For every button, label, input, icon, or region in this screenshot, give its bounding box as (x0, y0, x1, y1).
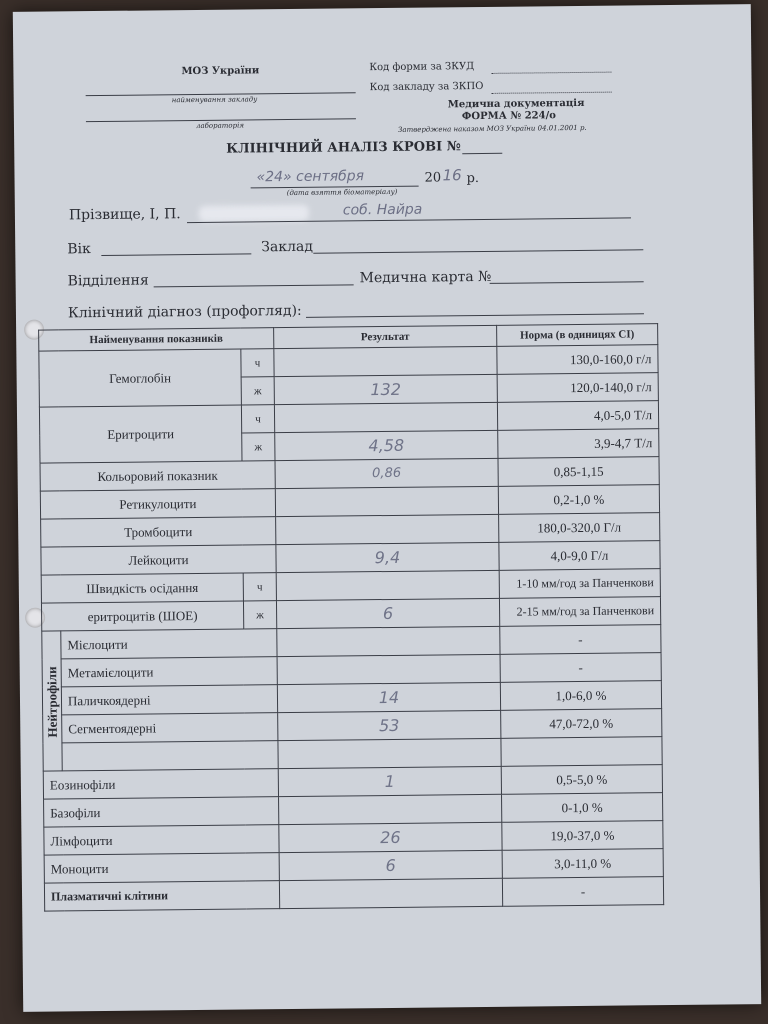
plasma-cells-result (279, 878, 502, 908)
institution-field-line (313, 249, 643, 253)
surname-handwritten: соб. Найра (342, 201, 423, 219)
table-row (44, 877, 663, 911)
erythrocytes-label: Еритроцити (39, 405, 242, 463)
metamyelocytes-label: Метамієлоцити (61, 657, 277, 687)
erythrocytes-norm-m: 4,0-5,0 Т/л (497, 401, 658, 431)
code-zkud-label: Код форми за ЗКУД (369, 61, 475, 74)
band-result: 14 (277, 682, 500, 712)
reticulocytes-result (275, 486, 498, 516)
esr-norm-f: 2-15 мм/год за Панченкови (499, 597, 660, 627)
segmented-result: 53 (278, 710, 501, 740)
lab-caption: лабораторія (195, 121, 245, 130)
lymphocytes-result: 26 (279, 822, 502, 852)
leukocytes-norm: 4,0-9,0 Г/л (499, 541, 660, 571)
ministry-label: МОЗ України (181, 65, 260, 78)
form-sheet (13, 4, 761, 1012)
sex-m: ч (243, 573, 276, 601)
zkpo-line (492, 92, 612, 94)
sex-f: ж (243, 601, 276, 629)
monocytes-label: Моноцити (44, 853, 279, 883)
monocytes-norm: 3,0-11,0 % (502, 849, 663, 879)
col-result-header: Результат (274, 325, 497, 348)
lymphocytes-label: Лімфоцити (44, 825, 279, 855)
hemoglobin-label: Гемоглобін (39, 349, 242, 407)
basophils-label: Базофіли (44, 797, 279, 827)
date-year-prefix: 20 (424, 170, 442, 186)
sex-f: ж (242, 433, 275, 461)
segmented-label: Сегментоядерні (62, 713, 278, 743)
doc-type: Медична документація (447, 97, 585, 111)
date-suffix: р. (466, 171, 480, 187)
color-index-norm: 0,85-1,15 (498, 457, 659, 487)
medical-card-line (490, 281, 644, 284)
erythrocytes-result-m (274, 402, 497, 432)
neutrophils-empty-label (62, 741, 278, 771)
esr-result-f: 6 (276, 598, 499, 628)
esr-label-line2: еритроцитів (ШОЕ) (41, 601, 243, 631)
diagnosis-label: Клінічний діагноз (профогляд): (67, 302, 302, 322)
leukocytes-label: Лейкоцити (41, 545, 276, 575)
color-index-result: 0,86 (275, 458, 498, 488)
sex-m: ч (241, 405, 274, 433)
institution-caption: найменування закладу (171, 95, 258, 105)
institution-label: Заклад (261, 238, 314, 256)
segmented-norm: 47,0-72,0 % (501, 709, 662, 739)
myelocytes-norm: - (500, 625, 661, 655)
hemoglobin-norm-f: 120,0-140,0 г/л (497, 373, 658, 403)
hemoglobin-norm-m: 130,0-160,0 г/л (497, 345, 658, 375)
neutrophils-empty-norm (501, 737, 662, 767)
age-line (101, 253, 251, 256)
age-label: Вік (67, 241, 91, 258)
platelets-label: Тромбоцити (41, 517, 276, 547)
esr-norm-m: 1-10 мм/год за Панченкови (499, 569, 660, 599)
date-handwritten: «24» сентября (256, 168, 365, 186)
date-year: 16 (442, 166, 462, 185)
redacted-name (199, 205, 309, 222)
band-label: Паличкоядерні (61, 685, 277, 715)
eosinophils-label: Еозинофіли (43, 769, 278, 799)
basophils-norm: 0-1,0 % (501, 793, 662, 823)
blood-analysis-table (38, 323, 664, 911)
neutrophils-group-label: Нейтрофіли (42, 631, 62, 771)
platelets-result (276, 514, 499, 544)
metamyelocytes-result (277, 654, 500, 684)
lymphocytes-norm: 19,0-37,0 % (502, 821, 663, 851)
plasma-cells-norm: - (502, 877, 663, 907)
neutrophils-empty-result (278, 738, 501, 768)
col-norm-header: Норма (в одиницях СІ) (497, 324, 658, 347)
department-label: Відділення (67, 272, 149, 290)
esr-result-m (276, 570, 499, 600)
form-title: КЛІНІЧНИЙ АНАЛІЗ КРОВІ № (226, 139, 461, 157)
date-caption: (дата взяття біоматеріалу) (286, 187, 398, 198)
approval-note: Затверджена наказом МОЗ України 04.01.2001 р. (397, 123, 587, 134)
reticulocytes-label: Ретикулоцити (40, 489, 275, 519)
color-index-label: Кольоровий показник (40, 461, 275, 491)
surname-label: Прізвище, І, П. (68, 206, 181, 224)
metamyelocytes-norm: - (500, 653, 661, 683)
department-line (154, 284, 354, 287)
esr-label-line1: Швидкість осідання (41, 573, 243, 603)
plasma-cells-label: Плазматичні клітини (44, 881, 279, 911)
zkud-line (491, 72, 611, 74)
diagnosis-line (306, 313, 644, 318)
eosinophils-result: 1 (278, 766, 501, 796)
hemoglobin-result-m (274, 346, 497, 376)
myelocytes-result (277, 626, 500, 656)
medical-card-label: Медична карта № (359, 268, 492, 287)
sex-f: ж (241, 377, 274, 405)
col-name-header: Найменування показників (39, 328, 274, 351)
eosinophils-norm: 0,5-5,0 % (501, 765, 662, 795)
erythrocytes-norm-f: 3,9-4,7 Т/л (498, 429, 659, 459)
reticulocytes-norm: 0,2-1,0 % (498, 485, 659, 515)
form-number: ФОРМА № 224/о (461, 110, 556, 123)
erythrocytes-result-f: 4,58 (275, 430, 498, 460)
basophils-result (278, 794, 501, 824)
hemoglobin-result-f: 132 (274, 374, 497, 404)
band-norm: 1,0-6,0 % (500, 681, 661, 711)
leukocytes-result: 9,4 (276, 542, 499, 572)
sex-m: ч (241, 349, 274, 377)
myelocytes-label: Мієлоцити (61, 629, 277, 659)
platelets-norm: 180,0-320,0 Г/л (499, 513, 660, 543)
code-zkpo-label: Код закладу за ЗКПО (369, 80, 484, 94)
monocytes-result: 6 (279, 850, 502, 880)
title-number-line (462, 153, 502, 154)
